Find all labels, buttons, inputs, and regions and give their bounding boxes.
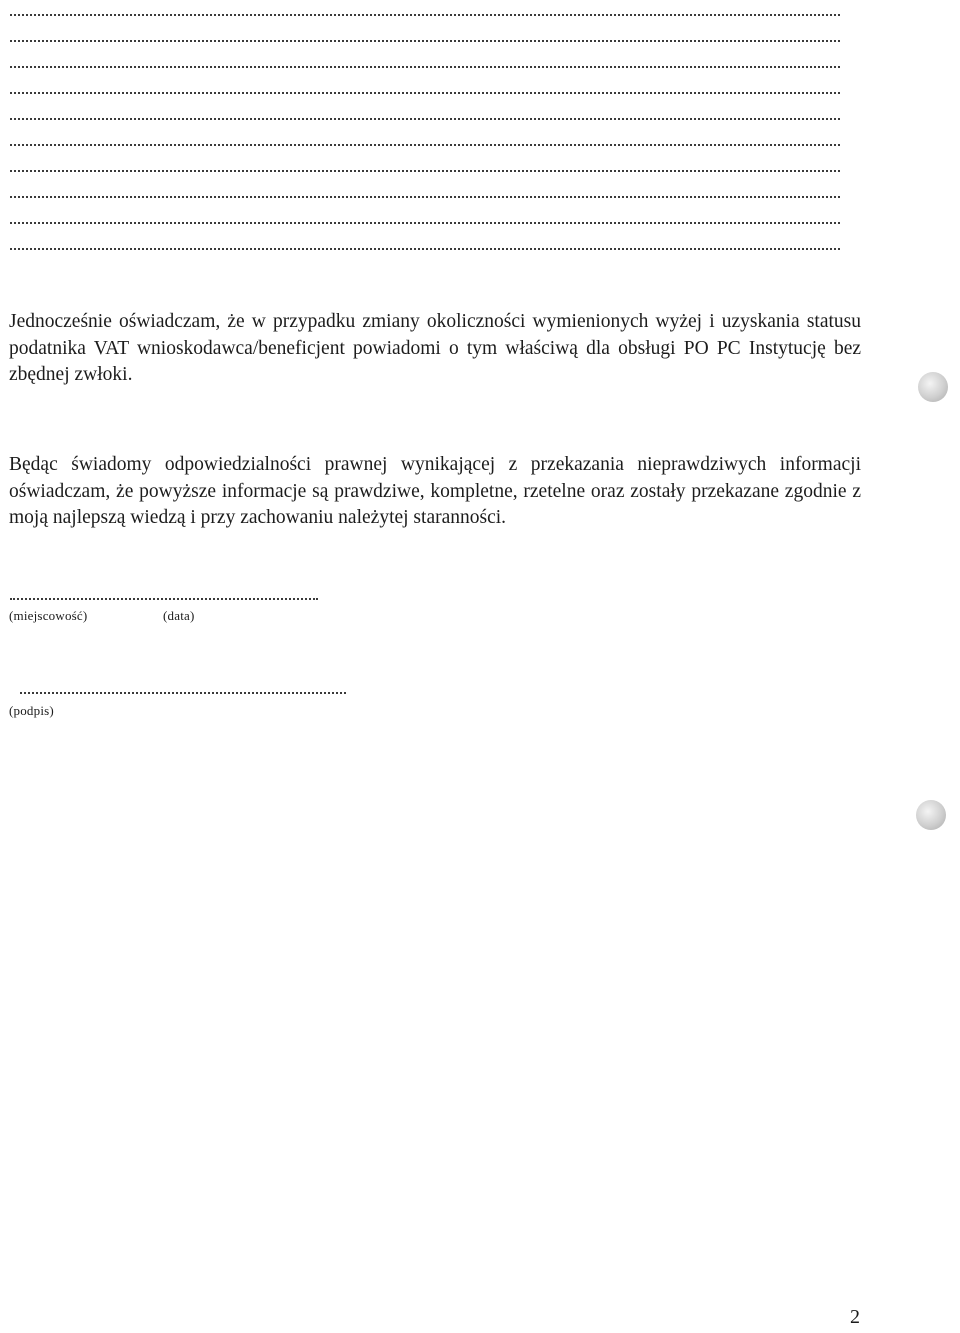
fill-in-line xyxy=(10,14,840,16)
fill-in-line xyxy=(10,222,840,224)
punch-hole-icon xyxy=(918,372,948,402)
fill-in-line xyxy=(10,118,840,120)
fill-in-line xyxy=(10,144,840,146)
fill-in-line xyxy=(10,196,840,198)
fill-in-line xyxy=(10,40,840,42)
place-label: (miejscowość) xyxy=(9,608,88,623)
punch-hole-icon xyxy=(916,800,946,830)
declaration-paragraph-change-notice: Jednocześnie oświadczam, że w przypadku zmiany okoliczności wymienionych wyżej i uzyskania statusu podatnika VAT wnioskodawca/beneficjent powiadomi o tym właściwą dla obsługi PO PC Instytucję bez zbędnej zwłoki. xyxy=(9,311,861,385)
place-date-line xyxy=(10,598,318,600)
signature-line xyxy=(20,692,346,694)
fill-in-line xyxy=(10,248,840,250)
signature-label: (podpis) xyxy=(9,703,54,718)
declaration-paragraph-truthfulness: Będąc świadomy odpowiedzialności prawnej wynikającej z przekazania nieprawdziwych informacji oświadczam, że powyższe informacje są prawdziwe, kompletne, rzetelne oraz zostały przekazane zgodnie z moją najlepszą wiedzą i przy zachowaniu należytej staranności. xyxy=(9,454,861,528)
date-label: (data) xyxy=(163,608,195,623)
fill-in-line xyxy=(10,66,840,68)
fill-in-line xyxy=(10,170,840,172)
fill-in-line xyxy=(10,92,840,94)
page-number: 2 xyxy=(850,1306,860,1328)
